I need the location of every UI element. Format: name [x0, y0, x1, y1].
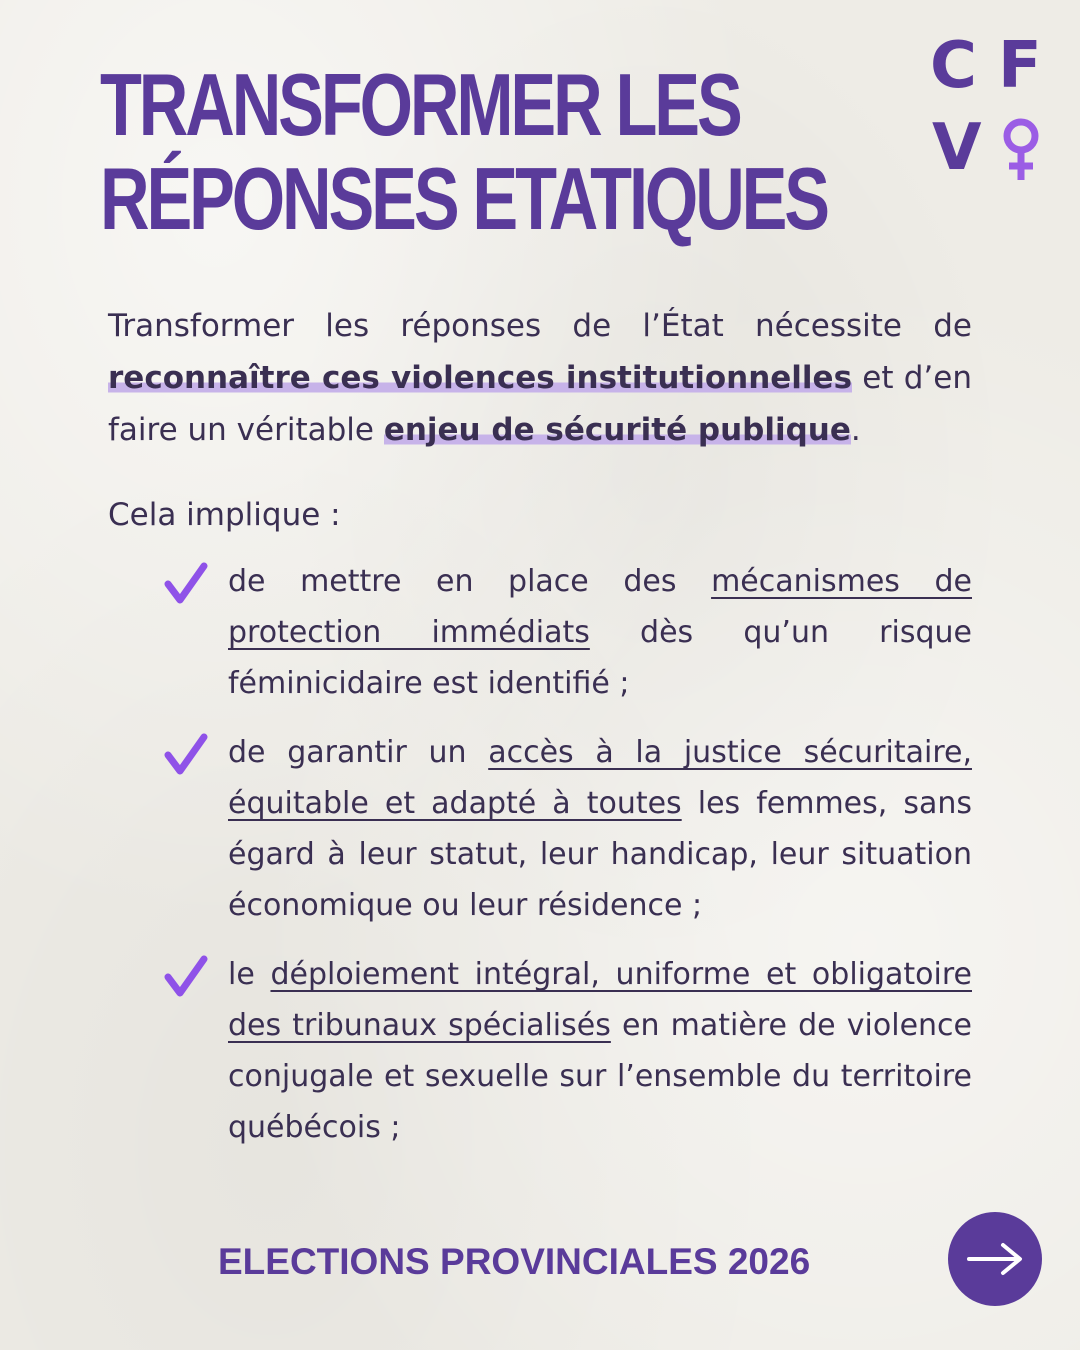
arrow-right-icon: [965, 1242, 1025, 1276]
next-button[interactable]: [948, 1212, 1042, 1306]
intro-highlight-1: reconnaître ces violences institutionnelles: [108, 360, 853, 396]
list-item-underlined-text: déploiement intégral, uniforme et obligatoire des tribunaux spécialisés: [228, 957, 972, 1043]
list-item: [160, 556, 972, 709]
intro-text-3: .: [850, 412, 861, 448]
list-item-underlined-text: accès à la justice sécuritaire, équitable et adapté à toutes: [228, 735, 972, 821]
cfv-logo: [928, 30, 1048, 190]
implications-list: [160, 556, 972, 1171]
intro-highlight-2: enjeu de sécurité publique: [383, 412, 851, 448]
lead-text: Cela implique :: [108, 497, 341, 533]
checkmark-icon: [164, 562, 208, 606]
intro-text-1: Transformer les réponses de l’État nécessite de: [108, 308, 972, 344]
list-item: [160, 949, 972, 1153]
page-title-line-1: TRANSFORMER LES: [100, 55, 740, 154]
intro-text-2: et d’en faire un véritable: [108, 360, 972, 448]
checkmark-icon: [164, 955, 208, 999]
list-item-underlined-text: mécanismes de protection immédiats: [228, 564, 972, 650]
page-title: [100, 55, 827, 248]
list-item-text: en matière de violence conjugale et sexuelle sur l’ensemble du territoire québécois ;: [228, 1008, 972, 1145]
intro-paragraph: [108, 300, 972, 456]
list-item-text: de garantir un: [228, 735, 489, 770]
footer-label: ELECTIONS PROVINCIALES 2026: [218, 1241, 811, 1282]
checkmark-icon: [164, 733, 208, 777]
list-item-text: les femmes, sans égard à leur statut, leur handicap, leur situation économique ou leur résidence ;: [228, 786, 972, 923]
page-title-line-2: RÉPONSES ETATIQUES: [100, 149, 827, 248]
logo-letter-c: C: [930, 29, 977, 103]
list-item-text: de mettre en place des: [228, 564, 712, 599]
list-item: [160, 727, 972, 931]
logo-letter-f: F: [998, 29, 1042, 103]
list-item-text: le: [228, 957, 271, 992]
list-item-text: dès qu’un risque féminicidaire est identifié ;: [228, 615, 972, 701]
venus-symbol-icon: [1000, 116, 1042, 182]
logo-letter-v: V: [932, 111, 982, 185]
